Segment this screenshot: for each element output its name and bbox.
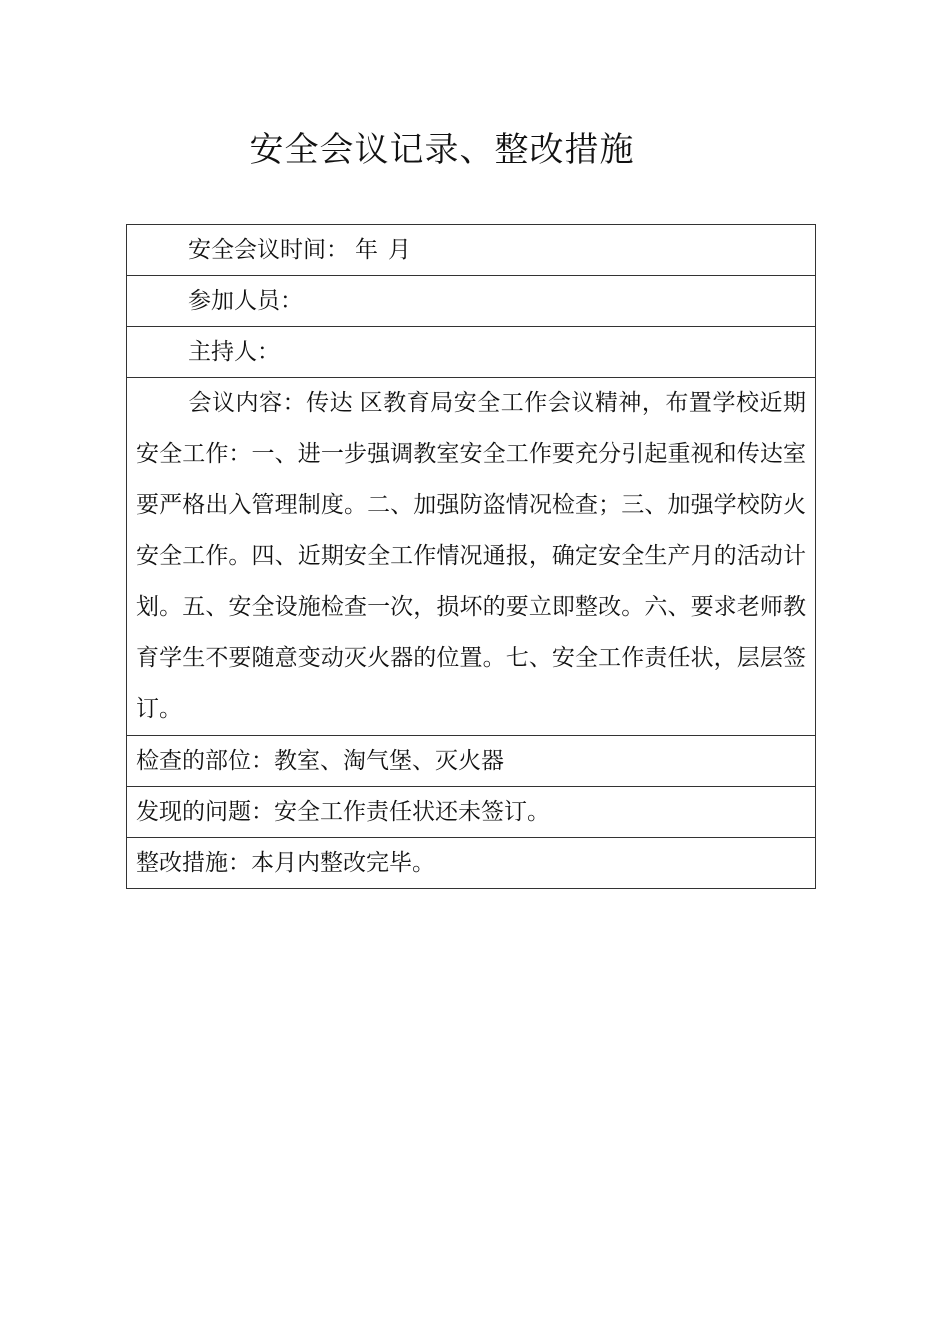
rectification-cell: 整改措施：本月内整改完毕。 [127,838,816,889]
meeting-content-part1: 会议内容：传达 [188,390,354,416]
table-row-rectification [127,838,816,889]
inspection-parts-cell: 检查的部位：教室、淘气堡、灭火器 [127,736,816,787]
participants-cell [127,276,816,327]
table-row-participants [127,276,816,327]
host-label: 主持人： [188,339,280,365]
table-row-meeting-time [127,225,816,276]
meeting-record-table [126,224,816,889]
table-row-problems [127,787,816,838]
meeting-content-cell [127,378,816,736]
meeting-time-label: 安全会议时间： [188,237,349,263]
meeting-time-year: 年 [355,237,378,263]
meeting-time-month: 月 [388,237,411,263]
meeting-content-part2: 区教育局安全工作会议精神，布置学校近期安全工作：一、进一步强调教室安全工作要充分引起重视和传达室要严格出入管理制度。二、加强防盗情况检查；三、加强学校防火安全工作。四、近期安全工作情况通报，确定安全生产月的活动计划。五、安全设施检查一次，损坏的要立即整改。六、要求老师教育学生不要随意变动灭火器的位置。七、安全工作责任状，层层签订。 [136,390,807,722]
table-row-host [127,327,816,378]
meeting-time-cell [127,225,816,276]
page-title: 安全会议记录、整改措施 [249,130,635,170]
participants-label: 参加人员： [188,288,303,314]
table-row-inspection [127,736,816,787]
host-cell [127,327,816,378]
problems-found-cell: 发现的问题：安全工作责任状还未签订。 [127,787,816,838]
table-row-content [127,378,816,736]
